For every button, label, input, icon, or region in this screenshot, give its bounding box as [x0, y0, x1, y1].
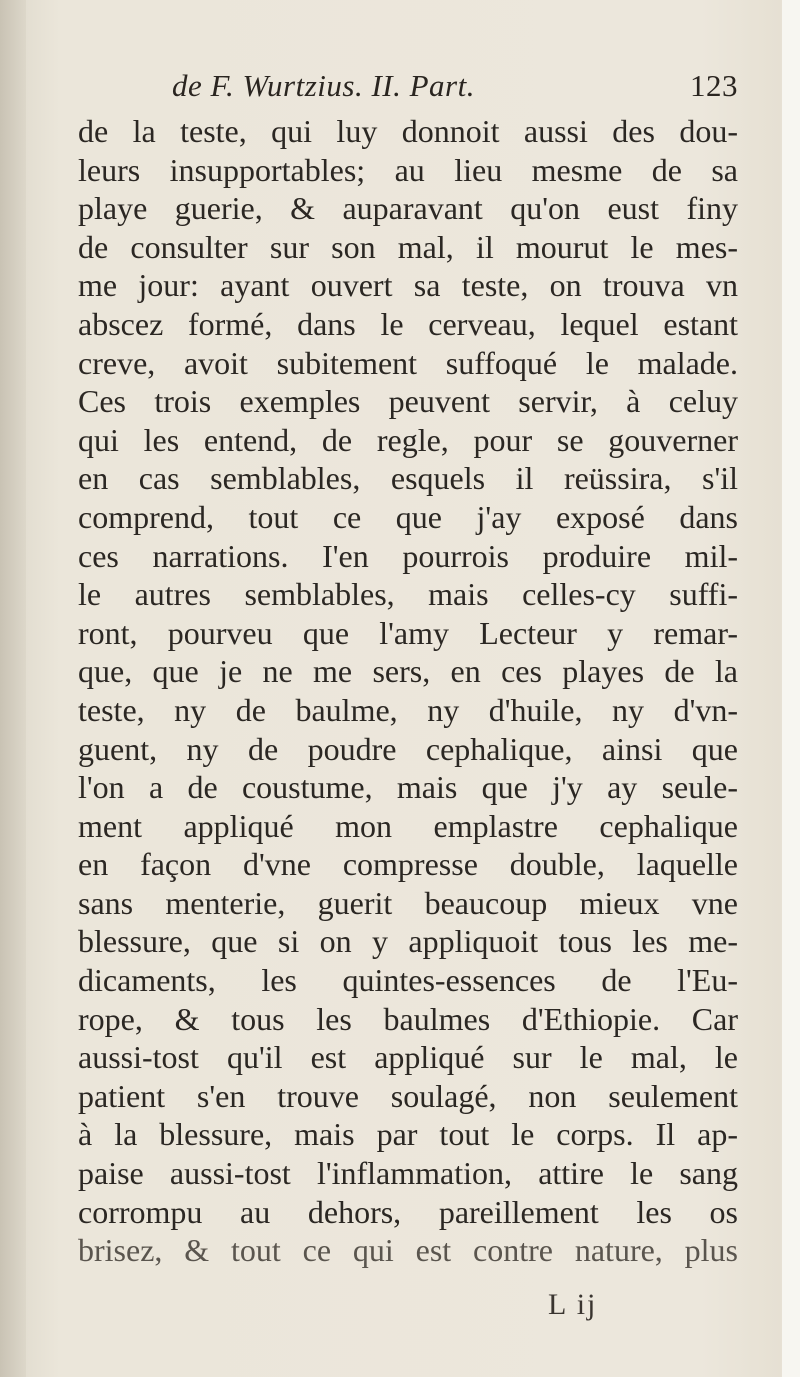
body-text: [78, 112, 738, 1270]
text-line: blessure, que si on y appliquoit tous les me-: [78, 923, 738, 960]
text-line: de la teste, qui luy donnoit aussi des dou-: [78, 113, 738, 149]
text-line: abscez formé, dans le cerveau, lequel estant: [78, 305, 738, 342]
text-line: brisez, & tout ce qui est contre nature, plus: [78, 1232, 738, 1269]
page-number: 123: [690, 68, 738, 103]
text-line: guent, ny de poudre cephalique, ainsi que: [78, 730, 738, 767]
text-line: teste, ny de baulme, ny d'huile, ny d'vn-: [78, 691, 738, 728]
running-title: de F. Wurtzius. II. Part.: [172, 68, 475, 103]
text-line: comprend, tout ce que j'ay exposé dans: [78, 498, 738, 535]
text-line: Ces trois exemples peuvent servir, à celuy: [78, 383, 738, 420]
text-line: leurs insupportables; au lieu mesme de sa: [78, 151, 738, 188]
text-line: patient s'en trouve soulagé, non seulement: [78, 1077, 738, 1114]
page-header: [0, 64, 800, 104]
text-line: ment appliqué mon emplastre cephalique: [78, 807, 738, 844]
text-line: aussi-tost qu'il est appliqué sur le mal, le: [78, 1039, 738, 1076]
text-line: dicaments, les quintes-essences de l'Eu-: [78, 962, 738, 999]
text-line: en façon d'vne compresse double, laquelle: [78, 846, 738, 883]
text-line: paise aussi-tost l'inflammation, attire le sang: [78, 1155, 738, 1192]
text-line: corrompu au dehors, pareillement les os: [78, 1193, 738, 1230]
text-line: ces narrations. I'en pourrois produire mil-: [78, 537, 738, 574]
text-line: creve, avoit subitement suffoqué le malade.: [78, 344, 738, 381]
text-line: rope, & tous les baulmes d'Ethiopie. Car: [78, 1000, 738, 1037]
signature-mark: L ij: [548, 1288, 598, 1321]
text-line: me jour: ayant ouvert sa teste, on trouva vn: [78, 267, 738, 304]
text-line: sans menterie, guerit beaucoup mieux vne: [78, 884, 738, 921]
text-line: que, que je ne me sers, en ces playes de la: [78, 653, 738, 690]
text-line: à la blessure, mais par tout le corps. Il ap-: [78, 1116, 738, 1153]
text-line: de consulter sur son mal, il mourut le mes-: [78, 228, 738, 265]
text-line: le autres semblables, mais celles-cy suffi-: [78, 576, 738, 613]
text-line: l'on a de coustume, mais que j'y ay seule-: [78, 769, 738, 806]
text-line: ront, pourveu que l'amy Lecteur y remar-: [78, 614, 738, 651]
text-line: playe guerie, & auparavant qu'on eust finy: [78, 190, 738, 227]
text-line: qui les entend, de regle, pour se gouverner: [78, 421, 738, 458]
text-line: en cas semblables, esquels il reüssira, s'il: [78, 460, 738, 497]
